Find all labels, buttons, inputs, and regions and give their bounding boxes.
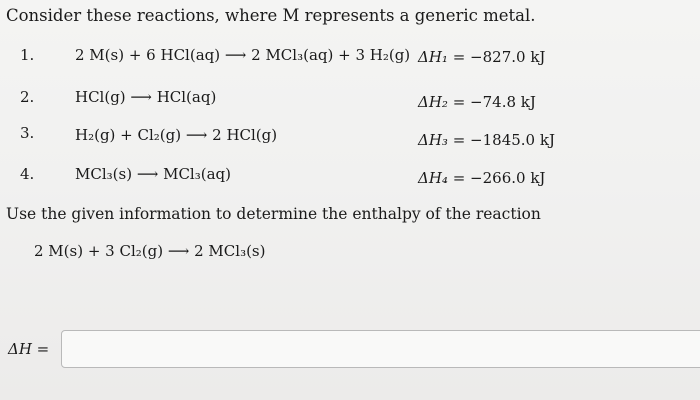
reaction-4-number: 4. <box>20 165 35 183</box>
reaction-2-dh-value: −74.8 kJ <box>470 93 536 111</box>
problem-intro: Consider these reactions, where M represents a generic metal. <box>6 6 536 25</box>
reaction-1-number: 1. <box>20 46 35 64</box>
answer-input[interactable] <box>61 330 700 368</box>
reaction-4-equation: MCl₃(s) ⟶ MCl₃(aq) <box>75 165 231 183</box>
reaction-2-number: 2. <box>20 88 35 106</box>
reaction-3-dh-value: −1845.0 kJ <box>470 131 555 149</box>
target-reaction: 2 M(s) + 3 Cl₂(g) ⟶ 2 MCl₃(s) <box>34 242 266 260</box>
answer-label-text: ΔH = <box>8 340 50 358</box>
answer-label <box>8 340 49 358</box>
reaction-2-dh-label: ΔH₂ = <box>418 93 466 111</box>
reaction-1-dh-label: ΔH₁ = <box>418 48 466 66</box>
reaction-4-dh-label: ΔH₄ = <box>418 169 466 187</box>
reaction-3-equation: H₂(g) + Cl₂(g) ⟶ 2 HCl(g) <box>75 126 278 144</box>
reaction-1-equation: 2 M(s) + 6 HCl(aq) ⟶ 2 MCl₃(aq) + 3 H₂(g) <box>75 46 411 64</box>
reaction-1-dh-value: −827.0 kJ <box>470 48 546 66</box>
reaction-4-dh-value: −266.0 kJ <box>470 169 546 187</box>
reaction-1-enthalpy <box>418 48 545 66</box>
reaction-2-enthalpy <box>418 93 536 111</box>
reaction-3-dh-label: ΔH₃ = <box>418 131 466 149</box>
question-prompt: Use the given information to determine the enthalpy of the reaction <box>6 205 541 223</box>
reaction-2-equation: HCl(g) ⟶ HCl(aq) <box>75 88 217 106</box>
reaction-3-number: 3. <box>20 124 35 142</box>
reaction-3-enthalpy <box>418 131 555 149</box>
reaction-4-enthalpy <box>418 169 545 187</box>
